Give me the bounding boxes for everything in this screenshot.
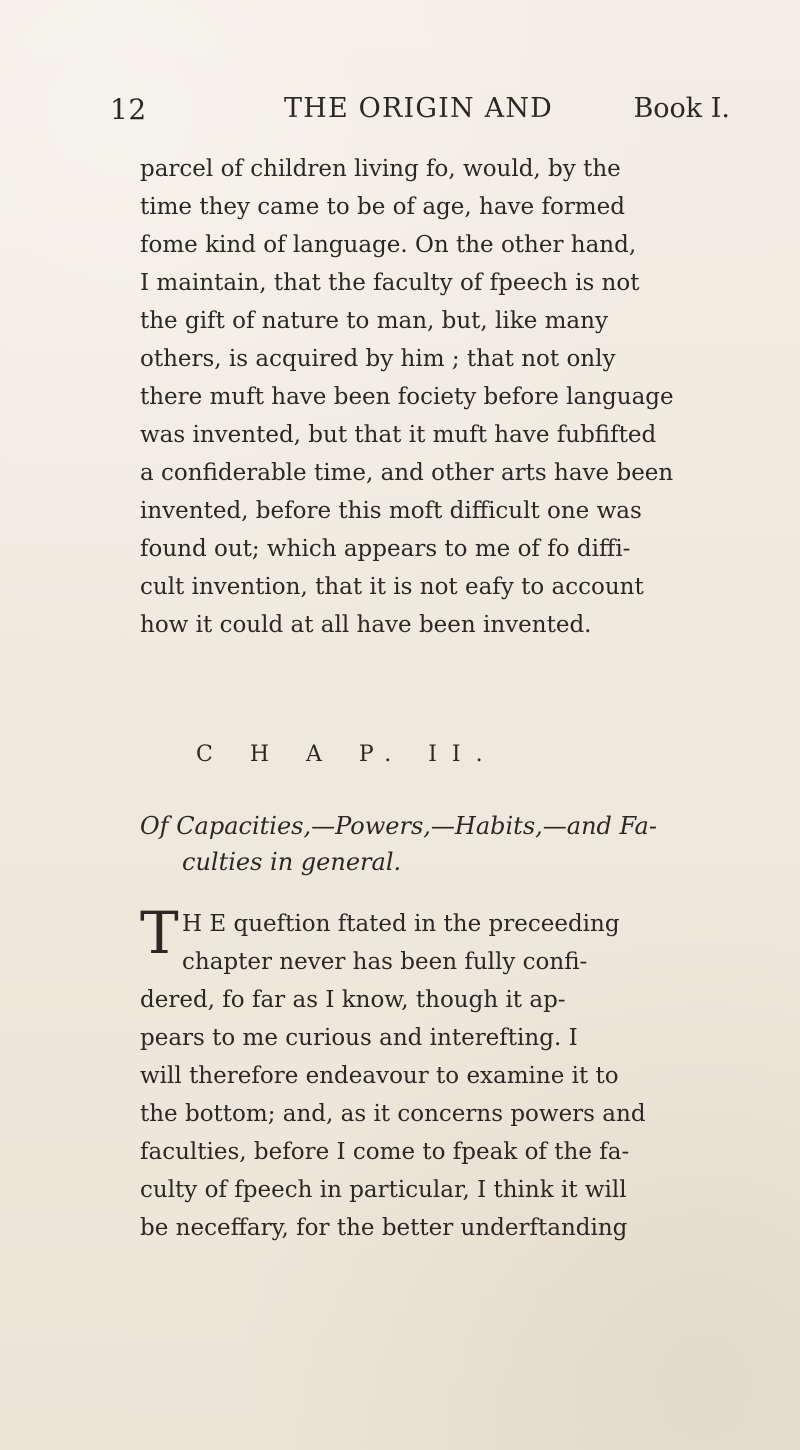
chapter-title-line: culties in general.: [182, 848, 402, 876]
text-line: how it could at all have been invented.: [140, 612, 592, 638]
chapter-text-line: the bottom; and, as it concerns powers and: [140, 1101, 646, 1127]
text-line: fome kind of language. On the other hand,: [140, 232, 637, 258]
text-line: parcel of children living fo, would, by the: [140, 156, 621, 182]
chapter-text-line: culty of fpeech in particular, I think it will: [140, 1177, 627, 1203]
text-line: invented, before this moft difficult one was: [140, 498, 642, 524]
running-title: THE ORIGIN AND: [284, 93, 553, 124]
chapter-text-line: faculties, before I come to fpeak of the fa-: [140, 1139, 630, 1165]
page-header: [110, 93, 730, 137]
chapter-title: [140, 808, 740, 880]
text-line: cult invention, that it is not eafy to account: [140, 574, 644, 600]
drop-cap: T: [140, 899, 179, 967]
chapter-title-line: Of Capacities,—Powers,—Habits,—and Fa-: [140, 812, 657, 840]
text-line: a confiderable time, and other arts have been: [140, 460, 674, 486]
text-line: there muft have been fociety before language: [140, 384, 674, 410]
chapter-text-line: H E queftion ftated in the preceeding: [182, 911, 620, 937]
chapter-text-line: dered, fo far as I know, though it ap-: [140, 987, 566, 1013]
text-line: was invented, but that it muft have fubfifted: [140, 422, 657, 448]
chapter-text-line: be neceffary, for the better underftanding: [140, 1215, 628, 1241]
chapter-heading: C H A P. II.: [196, 742, 498, 767]
text-line: the gift of nature to man, but, like many: [140, 308, 608, 334]
chapter-text-line: will therefore endeavour to examine it to: [140, 1063, 619, 1089]
text-line: others, is acquired by him ; that not only: [140, 346, 616, 372]
chapter-text-line: chapter never has been fully confi-: [182, 949, 588, 975]
chapter-text-line: pears to me curious and interefting. I: [140, 1025, 578, 1051]
chapter-body: [140, 899, 740, 1247]
page-number: 12: [110, 93, 147, 126]
text-line: I maintain, that the faculty of fpeech is not: [140, 270, 640, 296]
text-line: found out; which appears to me of fo diffi-: [140, 536, 631, 562]
book-label: Book I.: [633, 93, 730, 124]
main-paragraph: [140, 150, 740, 644]
text-line: time they came to be of age, have formed: [140, 194, 625, 220]
